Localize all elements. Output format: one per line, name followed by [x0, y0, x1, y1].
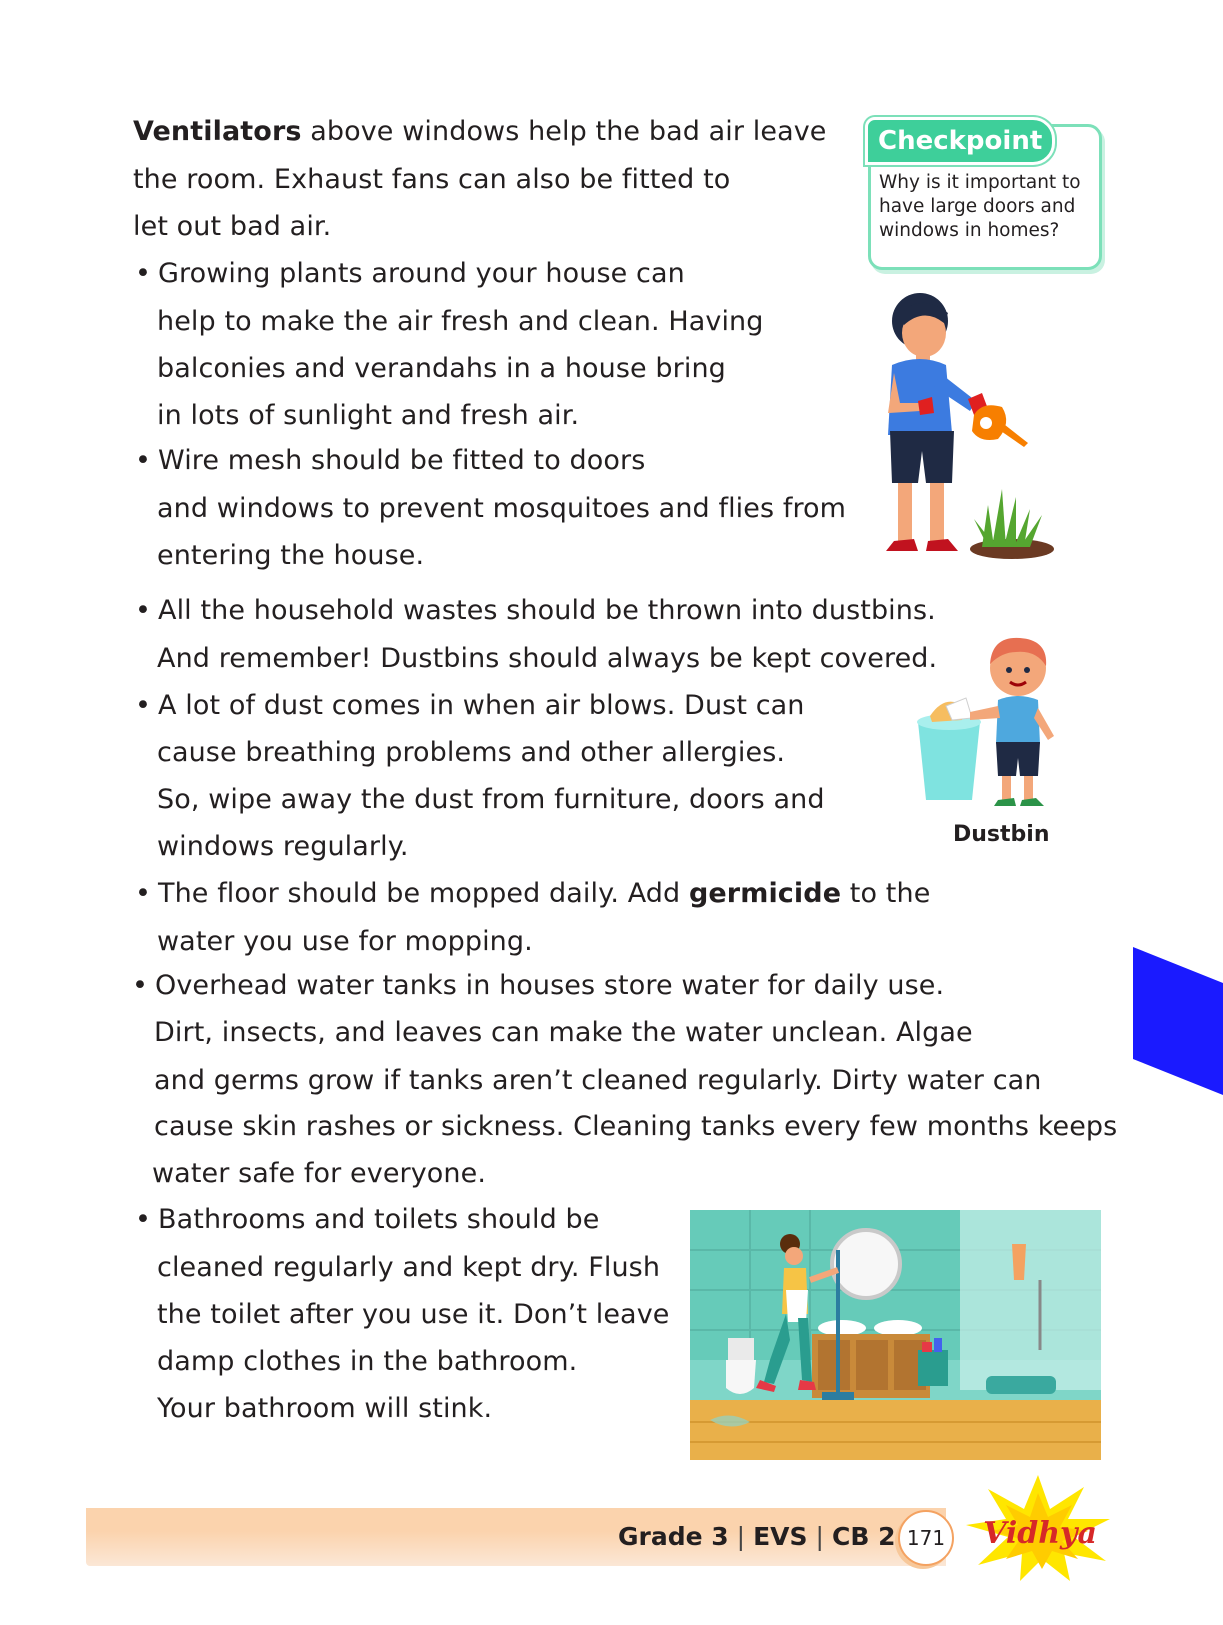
chapter-side-tab: [1133, 947, 1223, 1095]
tanks-line-5: water safe for everyone.: [152, 1158, 487, 1189]
bullet-dot: •: [135, 258, 151, 289]
tanks-line-3: and germs grow if tanks aren’t cleaned regularly. Dirty water can: [154, 1065, 1042, 1096]
intro-line-1: Ventilators above windows help the bad air leave: [133, 116, 827, 147]
plants-line-1: Growing plants around your house can: [158, 258, 685, 289]
tanks-line-1: Overhead water tanks in houses store water for daily use.: [155, 970, 945, 1001]
footer-grade: Grade 3: [618, 1522, 729, 1551]
dust-line-1: A lot of dust comes in when air blows. Dust can: [158, 690, 805, 721]
vidhya-logo: [958, 1473, 1118, 1583]
bullet-dot: •: [135, 690, 151, 721]
footer-separator: |: [815, 1522, 824, 1551]
footer-book-info: [618, 1514, 896, 1560]
mesh-line-2: and windows to prevent mosquitoes and flies from: [157, 493, 847, 524]
bullet-dot: •: [135, 1204, 151, 1235]
dust-line-2: cause breathing problems and other allergies.: [157, 737, 786, 768]
intro-line-3: let out bad air.: [133, 211, 332, 242]
tanks-line-4: cause skin rashes or sickness. Cleaning tanks every few months keeps: [154, 1111, 1118, 1142]
footer-subject: EVS: [753, 1522, 808, 1551]
floor-line-2: water you use for mopping.: [157, 926, 533, 957]
dust-line-3: So, wipe away the dust from furniture, doors and: [157, 784, 825, 815]
plants-line-3: balconies and verandahs in a house bring: [157, 353, 726, 384]
bathroom-line-1: Bathrooms and toilets should be: [158, 1204, 600, 1235]
floor-line-1: The floor should be mopped daily. Add germicide to the: [158, 878, 931, 909]
logo-wordmark: Vidhya: [983, 1516, 1097, 1551]
boy-with-dustbin-illustration: [906, 636, 1066, 816]
bullet-dot: •: [132, 970, 148, 1001]
intro-line-2: the room. Exhaust fans can also be fitted to: [133, 164, 731, 195]
bathroom-line-5: Your bathroom will stink.: [157, 1393, 493, 1424]
bathroom-cleaning-illustration: [690, 1210, 1101, 1460]
bathroom-line-4: damp clothes in the bathroom.: [157, 1346, 578, 1377]
footer-book: CB 2: [831, 1522, 896, 1551]
bullet-dot: •: [135, 878, 151, 909]
waste-line-1: All the household wastes should be thrown into dustbins.: [158, 595, 936, 626]
dustbin-caption: Dustbin: [953, 822, 1050, 847]
bullet-dot: •: [135, 445, 151, 476]
plants-line-2: help to make the air fresh and clean. Having: [157, 306, 764, 337]
waste-line-2: And remember! Dustbins should always be kept covered.: [157, 643, 938, 674]
germicide-term: germicide: [688, 878, 842, 909]
bathroom-line-3: the toilet after you use it. Don’t leave: [157, 1299, 670, 1330]
tanks-line-2: Dirt, insects, and leaves can make the water unclean. Algae: [154, 1017, 973, 1048]
bullet-dot: •: [135, 595, 151, 626]
page-number: 171: [898, 1510, 954, 1566]
mesh-line-1: Wire mesh should be fitted to doors: [158, 445, 646, 476]
mesh-line-3: entering the house.: [157, 540, 425, 571]
checkpoint-question: Why is it important to have large doors and windows in homes?: [879, 172, 1081, 241]
plants-line-4: in lots of sunlight and fresh air.: [157, 400, 580, 431]
boy-watering-plant-illustration: [870, 283, 1050, 573]
ventilators-term: Ventilators: [133, 116, 302, 147]
footer-separator: |: [736, 1522, 746, 1551]
checkpoint-box: [868, 124, 1102, 270]
checkpoint-title: Checkpoint: [865, 117, 1055, 165]
dust-line-4: windows regularly.: [157, 831, 409, 862]
bathroom-line-2: cleaned regularly and kept dry. Flush: [157, 1252, 661, 1283]
